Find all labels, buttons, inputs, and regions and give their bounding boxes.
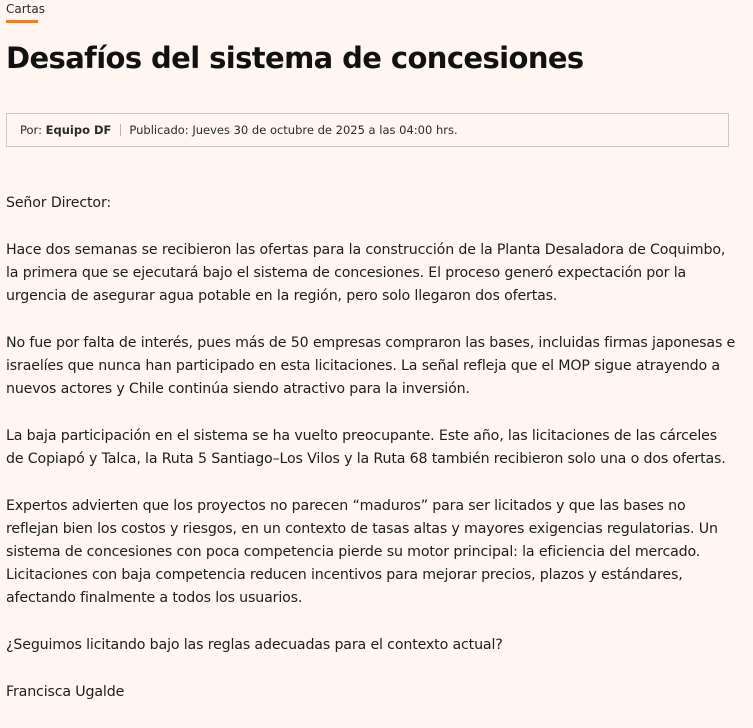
publish-date: Publicado: Jueves 30 de octubre de 2025 a las 04:00 hrs. [129, 123, 458, 137]
article-meta-box [6, 113, 729, 147]
body-paragraph: No fue por falta de interés, pues más de 50 empresas compraron las bases, incluidas firmas japonesas e israelíes que nunca han participado en esta licitaciones. La señal refleja que el MOP sigue atrayendo a nuevos actores y Chile continúa siendo atractivo para la inversión. [6, 335, 736, 397]
article-body [6, 192, 736, 728]
section-underline [6, 20, 38, 23]
body-paragraph: Hace dos semanas se recibieron las ofertas para la construcción de la Planta Desaladora de Coquimbo, la primera que se ejecutará bajo el sistema de concesiones. El proceso generó expectación por la urgencia de asegurar agua potable en la región, pero solo llegaron dos ofertas. [6, 242, 726, 304]
meta-divider [120, 124, 121, 136]
article-title: Desafíos del sistema de concesiones [6, 41, 584, 75]
body-paragraph: Expertos advierten que los proyectos no parecen “maduros” para ser licitados y que las bases no reflejan bien los costos y riesgos, en un contexto de tasas altas y mayores exigencias regulatorias. Un sistema de concesiones con poca competencia pierde su motor principal: la eficiencia del mercado. Licitaciones con baja competencia reducen incentivos para mejorar precios, plazos y estándares, afectando finalmente a todos los usuarios. [6, 498, 718, 606]
section-link-cartas[interactable]: Cartas [6, 2, 45, 16]
body-paragraph: La baja participación en el sistema se ha vuelto preocupante. Este año, las licitaciones de las cárceles de Copiapó y Talca, la Ruta 5 Santiago–Los Vilos y la Ruta 68 también recibieron solo una o dos ofertas. [6, 428, 726, 467]
author-prefix: Por: [20, 123, 42, 137]
closing-question: ¿Seguimos licitando bajo las reglas adecuadas para el contexto actual? [6, 637, 503, 653]
article-author [20, 123, 111, 137]
salutation: Señor Director: [6, 195, 112, 211]
author-name[interactable]: Equipo DF [45, 123, 112, 137]
letter-signature: Francisca Ugalde [6, 684, 125, 700]
